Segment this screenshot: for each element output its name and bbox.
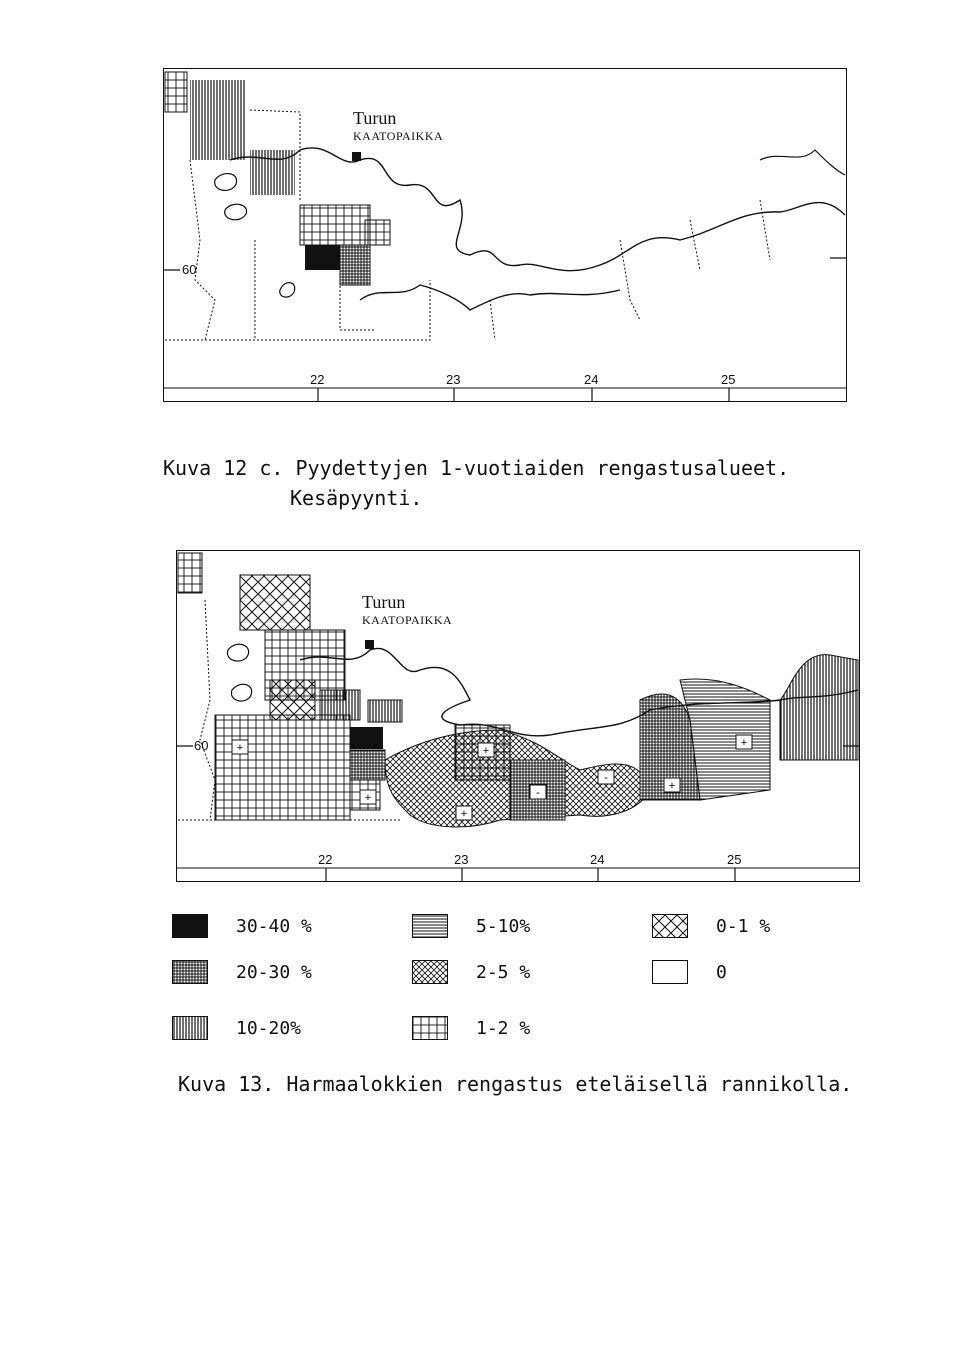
map-2-lon-23: 23 — [454, 852, 469, 867]
map-2-title-line1: Turun — [362, 592, 406, 612]
legend-label: 10-20% — [236, 1017, 302, 1039]
map2-region-vlines-2 — [368, 700, 402, 722]
map2-region-vlines-1 — [320, 690, 360, 720]
map-1-caption-line1: Kuva 12 c. Pyydettyjen 1-vuotiaiden rengastusalueet. — [163, 456, 790, 480]
map-2-lon-22: 22 — [318, 852, 333, 867]
legend-label: 5-10% — [476, 915, 531, 937]
map-1-lon-25: 25 — [721, 372, 736, 387]
svg-text:+: + — [364, 792, 372, 804]
map2-region-grid-topleft — [178, 553, 202, 593]
legend-item-5-10 — [412, 914, 530, 938]
legend-label: 1-2 % — [476, 1017, 531, 1039]
legend-label: 30-40 % — [236, 915, 312, 937]
legend-swatch-solid — [172, 914, 208, 938]
legend-item-10-20 — [172, 1016, 301, 1040]
map2-island2 — [227, 644, 248, 661]
legend-label: 0 — [716, 961, 727, 983]
legend-swatch-empty — [652, 960, 688, 984]
map2-coastline — [300, 648, 858, 735]
map-2-lat-label: 60 — [194, 738, 209, 753]
legend-label: 0-1 % — [716, 915, 771, 937]
legend-swatch-vlines — [172, 1016, 208, 1040]
map-2-title — [362, 592, 452, 628]
map2-region-solid — [350, 727, 383, 749]
figure-13-caption: Kuva 13. Harmaalokkien rengastus eteläisellä rannikolla. — [178, 1072, 853, 1096]
map2-dump-marker — [365, 640, 374, 649]
map-1-title-line1: Turun — [353, 108, 397, 128]
map-1-caption-line2: Kesäpyynti. — [290, 486, 423, 510]
map-1-lon-22: 22 — [310, 372, 325, 387]
legend-item-0 — [652, 960, 727, 984]
map-2-title-line2: KAATOPAIKKA — [362, 613, 453, 627]
legend-swatch-bigcross — [652, 914, 688, 938]
map2-region-grid-west — [215, 715, 350, 820]
map-1-lat-label: 60 — [182, 262, 197, 277]
legend-label: 20-30 % — [236, 961, 312, 983]
legend-item-30-40 — [172, 914, 312, 938]
svg-text:+: + — [460, 808, 468, 820]
svg-text:+: + — [236, 742, 244, 754]
svg-text:-: - — [604, 772, 608, 784]
svg-text:-: - — [536, 787, 540, 799]
map-1-title-line2: KAATOPAIKKA — [353, 129, 444, 143]
map2-region-vlines-east — [780, 655, 858, 760]
map-1-lon-23: 23 — [446, 372, 461, 387]
map2-region-check — [350, 750, 385, 780]
legend-item-1-2 — [412, 1016, 530, 1040]
legend-label: 2-5 % — [476, 961, 531, 983]
svg-text:+: + — [482, 745, 490, 757]
map2-region-bigcross-nw — [240, 575, 310, 630]
legend-item-0-1 — [652, 914, 770, 938]
svg-text:+: + — [740, 737, 748, 749]
map2-island — [231, 684, 251, 701]
svg-text:+: + — [668, 780, 676, 792]
legend-item-20-30 — [172, 960, 312, 984]
map-1-lon-24: 24 — [584, 372, 599, 387]
legend-swatch-hlines — [412, 914, 448, 938]
map-2-lon-24: 24 — [590, 852, 605, 867]
legend-swatch-densecheck — [172, 960, 208, 984]
legend-swatch-grid — [412, 1016, 448, 1040]
map-2-lon-25: 25 — [727, 852, 742, 867]
legend-item-2-5 — [412, 960, 530, 984]
legend-swatch-finecross — [412, 960, 448, 984]
map2-region-bigcross-2 — [270, 680, 315, 720]
